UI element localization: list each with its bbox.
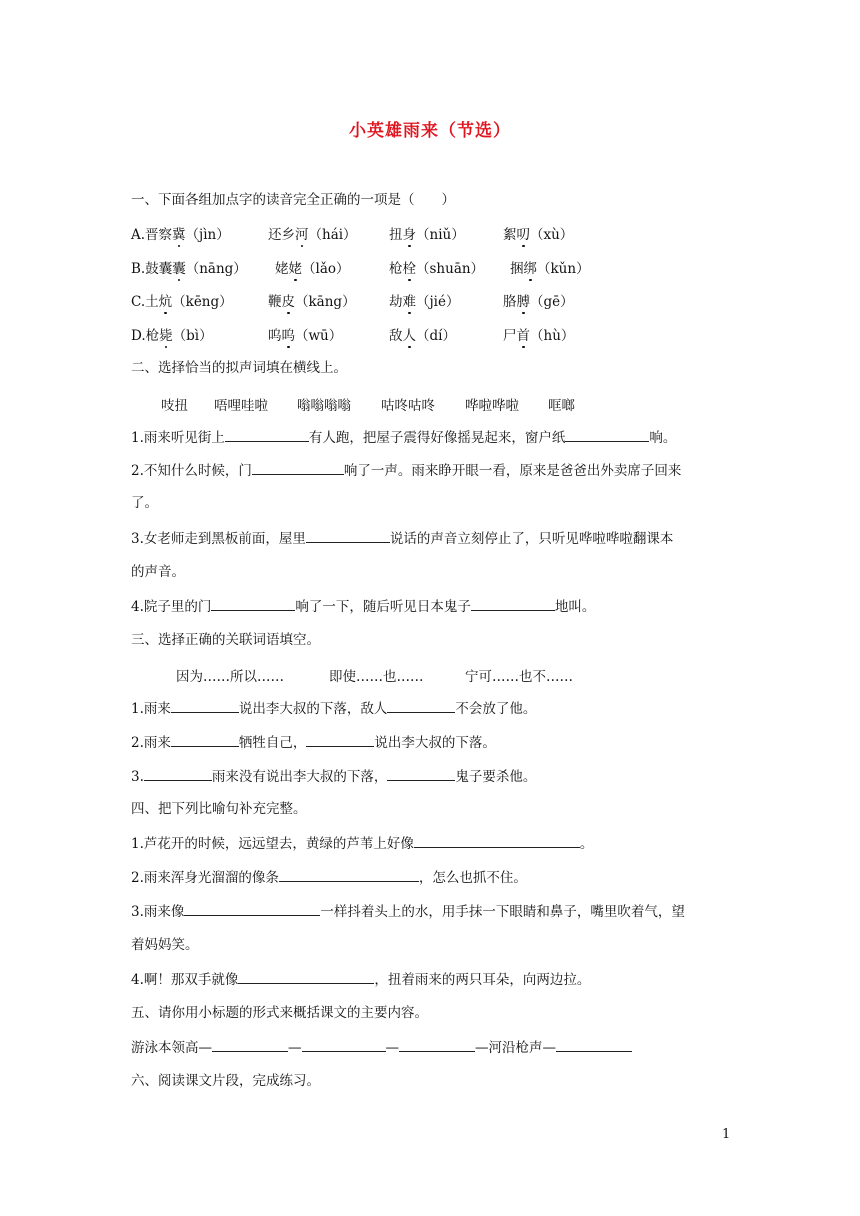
- emphasis-dot-char: 绑: [523, 261, 537, 277]
- q1-a-1: A.晋察冀（jìn）: [131, 227, 230, 243]
- q2-sentence-2-cont: 了。: [131, 495, 158, 511]
- q4-sentence-1: 1.芦花开的时候，远远望去，黄绿的芦苇上好像 。: [131, 836, 594, 852]
- q2-sentence-3-cont: 的声音。: [131, 564, 185, 580]
- emphasis-dot-char: 身: [402, 227, 416, 243]
- q1-a-4: 絮叨（xù）: [503, 227, 574, 243]
- answer-blank[interactable]: [302, 1038, 386, 1052]
- q2-option: 哐啷: [548, 398, 575, 414]
- emphasis-dot-char: 冀: [172, 227, 186, 243]
- answer-blank[interactable]: [306, 529, 390, 543]
- q2-heading: 二、选择恰当的拟声词填在横线上。: [131, 360, 347, 376]
- answer-blank[interactable]: [184, 902, 320, 916]
- answer-blank[interactable]: [565, 428, 649, 442]
- q4-sentence-4: 4.啊！那双手就像 ，扭着雨来的两只耳朵，向两边拉。: [131, 972, 591, 988]
- q3-option: 宁可……也不……: [465, 669, 573, 685]
- q6-heading: 六、阅读课文片段，完成练习。: [131, 1073, 320, 1089]
- emphasis-dot-char: 炕: [158, 294, 173, 310]
- q2-option: 嗡嗡嗡嗡: [297, 398, 351, 414]
- q1-b-1: B.鼓囊囊（nāng）: [131, 261, 247, 277]
- emphasis-dot-char: 囊: [172, 261, 186, 277]
- q5-heading: 五、请你用小标题的形式来概括课文的主要内容。: [131, 1005, 428, 1021]
- q1-c-3: 劫难（jié）: [389, 294, 460, 310]
- q5-subtitles: 游泳本领高— — — —河沿枪声—: [131, 1038, 632, 1057]
- answer-blank[interactable]: [225, 428, 309, 442]
- q2-sentence-1: 1.雨来听见街上 有人跑，把屋子震得好像摇晃起来，窗户纸 响。: [131, 430, 677, 446]
- q3-option: 即使……也……: [329, 669, 424, 685]
- q1-d-2: 呜呜（wū）: [268, 328, 343, 344]
- emphasis-dot-char: 首: [516, 328, 530, 344]
- q1-b-2: 姥姥（lǎo）: [275, 261, 350, 277]
- q3-sentence-1: 1.雨来 说出李大叔的下落，敌人 不会放了他。: [131, 701, 537, 717]
- emphasis-dot-char: 姥: [288, 261, 302, 277]
- q4-heading: 四、把下列比喻句补充完整。: [131, 801, 307, 817]
- answer-blank[interactable]: [238, 970, 374, 984]
- q2-sentence-3: 3.女老师走到黑板前面，屋里 说话的声音立刻停止了，只听见哗啦哗啦翻课本: [131, 531, 674, 547]
- q1-c-1: C.土炕（kēng）: [131, 294, 233, 310]
- answer-blank[interactable]: [171, 733, 239, 747]
- q1-b-3: 枪栓（shuān）: [389, 261, 485, 277]
- q2-option: 咕咚咕咚: [381, 398, 435, 414]
- answer-blank[interactable]: [252, 461, 344, 475]
- page-number: 1: [722, 1127, 731, 1142]
- q4-sentence-2: 2.雨来浑身光溜溜的像条 ，怎么也抓不住。: [131, 870, 527, 886]
- q4-sentence-3: 3.雨来像 一样抖着头上的水，用手抹一下眼睛和鼻子，嘴里吹着气，望: [131, 904, 685, 920]
- q1-a-3: 扭身（niǔ）: [389, 227, 465, 243]
- answer-blank[interactable]: [212, 1038, 288, 1052]
- q2-option: 哗啦哗啦: [465, 398, 519, 414]
- q3-heading: 三、选择正确的关联词语填空。: [131, 632, 320, 648]
- q2-option: 吱扭: [161, 398, 188, 414]
- q1-c-4: 胳膊（gē）: [503, 294, 574, 310]
- q1-d-1: D.枪毙（bì）: [131, 328, 213, 344]
- q1-a-2: 还乡河（hái）: [268, 227, 357, 243]
- emphasis-dot-char: 皮: [281, 294, 295, 310]
- q1-d-4: 尸首（hù）: [503, 328, 575, 344]
- q4-sentence-3-cont: 着妈妈笑。: [131, 937, 199, 953]
- emphasis-dot-char: 呜: [281, 328, 295, 344]
- q1-d-3: 敌人（dí）: [389, 328, 456, 344]
- emphasis-dot-char: 膊: [516, 294, 530, 310]
- q1-b-4: 捆绑（kǔn）: [510, 261, 590, 277]
- emphasis-dot-char: 栓: [402, 261, 416, 277]
- emphasis-dot-char: 难: [402, 294, 416, 310]
- q2-sentence-2: 2.不知什么时候，门 响了一声。雨来睁开眼一看，原来是爸爸出外卖席子回来: [131, 463, 682, 479]
- q3-option: 因为……所以……: [176, 669, 284, 685]
- answer-blank[interactable]: [387, 699, 455, 713]
- answer-blank[interactable]: [471, 597, 555, 611]
- emphasis-dot-char: 叨: [516, 227, 530, 243]
- q1-heading: 一、下面各组加点字的读音完全正确的一项是（ ）: [131, 192, 455, 208]
- page-title: 小英雄雨来（节选）: [349, 121, 511, 141]
- answer-blank[interactable]: [171, 699, 239, 713]
- emphasis-dot-char: 人: [402, 328, 416, 344]
- q3-sentence-2: 2.雨来 牺牲自己， 说出李大叔的下落。: [131, 735, 496, 751]
- answer-blank[interactable]: [279, 868, 419, 882]
- answer-blank[interactable]: [387, 767, 455, 781]
- answer-blank[interactable]: [306, 733, 374, 747]
- answer-blank[interactable]: [144, 767, 212, 781]
- q2-option: 唔哩哇啦: [214, 398, 268, 414]
- emphasis-dot-char: 毙: [159, 328, 173, 344]
- q1-c-2: 鞭皮（kāng）: [268, 294, 356, 310]
- q2-sentence-4: 4.院子里的门 响了一下，随后听见日本鬼子 地叫。: [131, 599, 596, 615]
- emphasis-dot-char: 河: [295, 227, 309, 243]
- answer-blank[interactable]: [556, 1038, 632, 1052]
- answer-blank[interactable]: [211, 597, 295, 611]
- answer-blank[interactable]: [399, 1038, 475, 1052]
- answer-blank[interactable]: [414, 834, 580, 848]
- q3-sentence-3: 3. 雨来没有说出李大叔的下落， 鬼子要杀他。: [131, 769, 537, 785]
